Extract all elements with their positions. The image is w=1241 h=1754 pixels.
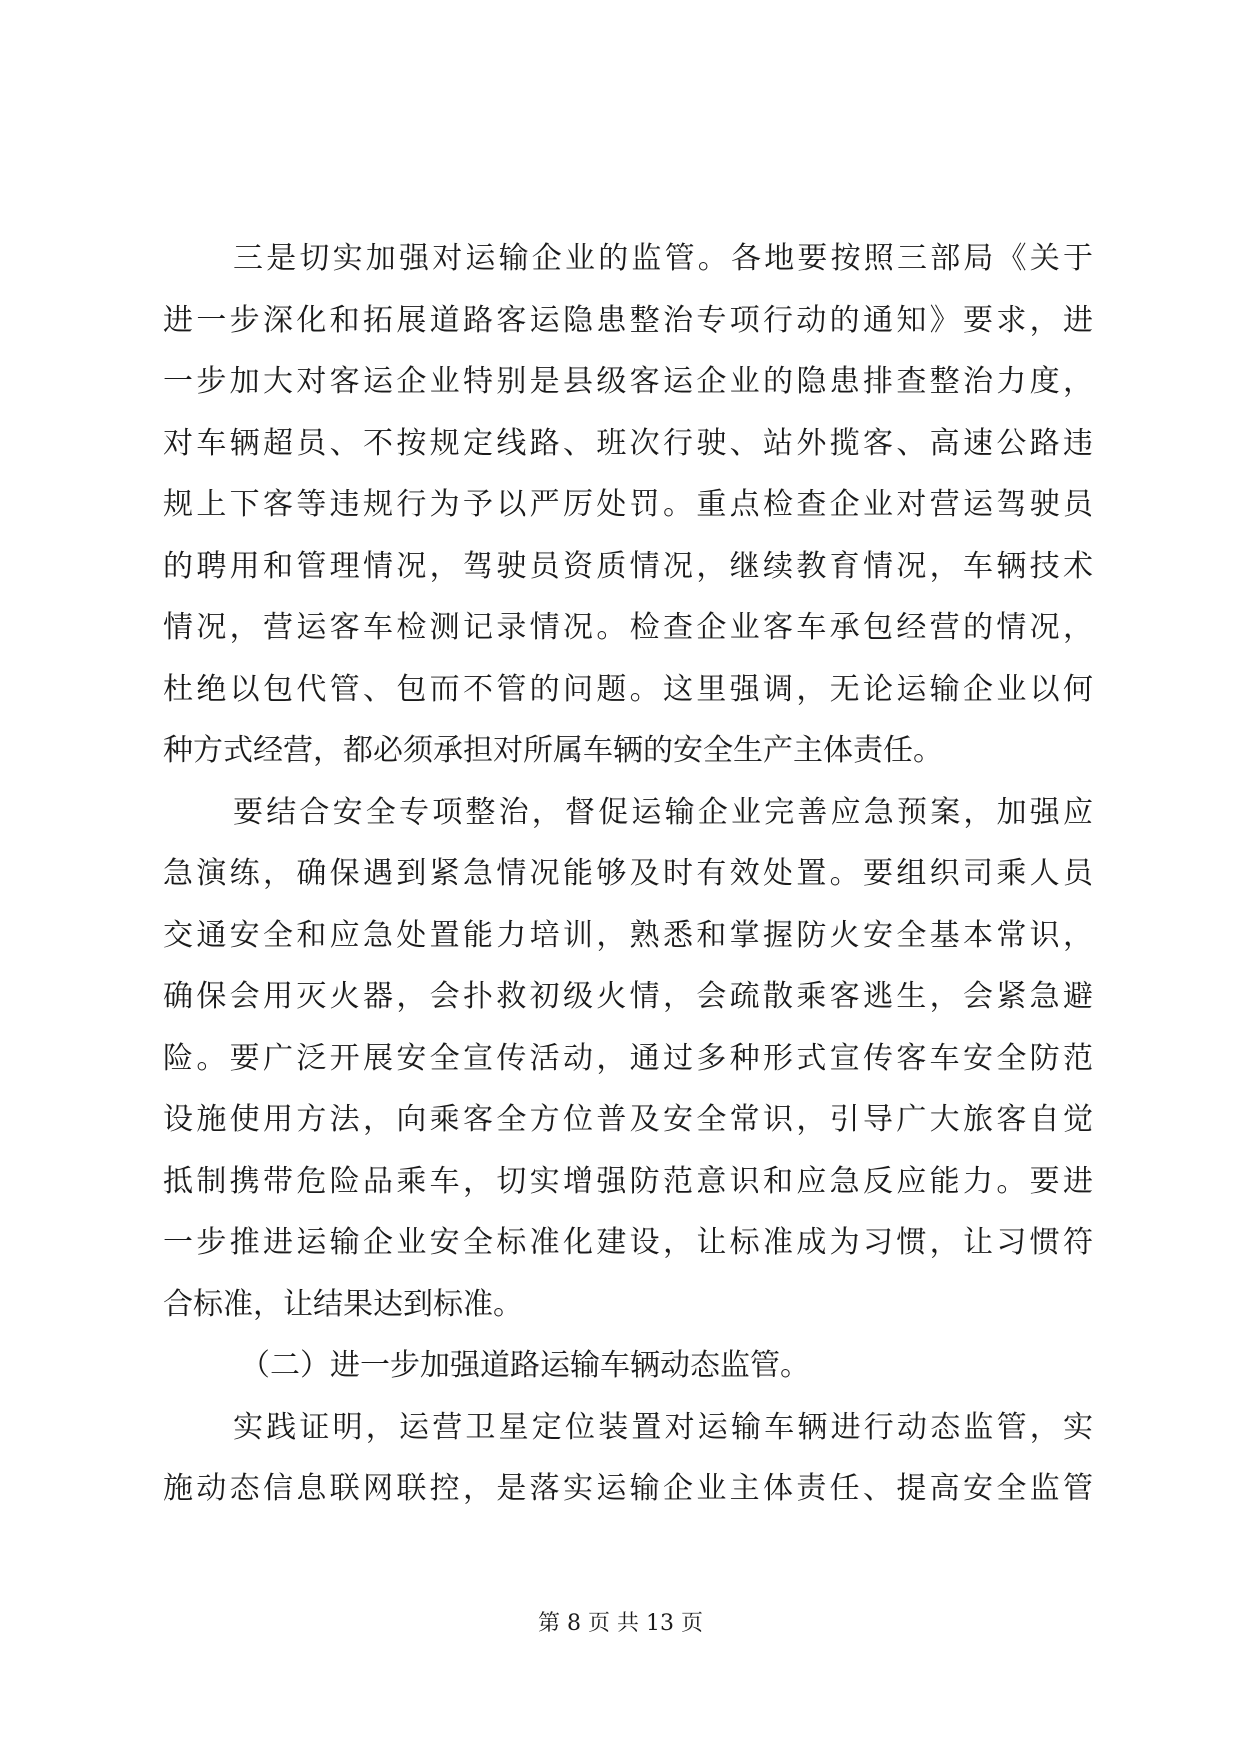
text-line: 对车辆超员、不按规定线路、班次行驶、站外揽客、高速公路违 (163, 425, 1093, 461)
text-line: 抵制携带危险品乘车，切实增强防范意识和应急反应能力。要进 (163, 1163, 1093, 1199)
paragraph-3 (163, 1397, 1093, 1520)
text-line: 杜绝以包代管、包而不管的问题。这里强调，无论运输企业以何 (163, 671, 1093, 707)
text-line: 交通安全和应急处置能力培训，熟悉和掌握防火安全基本常识， (163, 917, 1093, 953)
document-body (163, 228, 1093, 1520)
text-line: 种方式经营，都必须承担对所属车辆的安全生产主体责任。 (163, 733, 943, 768)
section-heading-block (163, 1335, 1093, 1397)
text-line: 设施使用方法，向乘客全方位普及安全常识，引导广大旅客自觉 (163, 1102, 1093, 1137)
page-number: 第 8 页 共 13 页 (538, 1611, 703, 1636)
paragraph-2 (163, 782, 1093, 1336)
text-line: 急演练，确保遇到紧急情况能够及时有效处置。要组织司乘人员 (163, 856, 1093, 891)
paragraph-1 (163, 228, 1093, 782)
text-line: 要结合安全专项整治，督促运输企业完善应急预案，加强应 (233, 794, 1093, 830)
section-heading: （二）进一步加强道路运输车辆动态监管。 (240, 1348, 810, 1383)
text-line: 一步加大对客运企业特别是县级客运企业的隐患排查整治力度， (163, 364, 1093, 399)
text-line: 确保会用灭火器，会扑救初级火情，会疏散乘客逃生，会紧急避 (163, 979, 1093, 1014)
text-line: 的聘用和管理情况，驾驶员资质情况，继续教育情况，车辆技术 (163, 548, 1093, 584)
text-line: 三是切实加强对运输企业的监管。各地要按照三部局《关于 (233, 241, 1093, 276)
text-line: 合标准，让结果达到标准。 (163, 1286, 523, 1322)
text-line: 一步推进运输企业安全标准化建设，让标准成为习惯，让习惯符 (163, 1225, 1093, 1260)
text-line: 规上下客等违规行为予以严厉处罚。重点检查企业对营运驾驶员 (163, 487, 1093, 522)
text-line: 险。要广泛开展安全宣传活动，通过多种形式宣传客车安全防范 (163, 1040, 1093, 1076)
text-line: 情况，营运客车检测记录情况。检查企业客车承包经营的情况， (163, 610, 1093, 645)
text-line: 施动态信息联网联控，是落实运输企业主体责任、提高安全监管 (163, 1471, 1093, 1506)
text-line: 进一步深化和拓展道路客运隐患整治专项行动的通知》要求，进 (163, 302, 1093, 338)
page-footer (0, 1609, 1241, 1639)
text-line: 实践证明，运营卫星定位装置对运输车辆进行动态监管，实 (233, 1409, 1093, 1445)
